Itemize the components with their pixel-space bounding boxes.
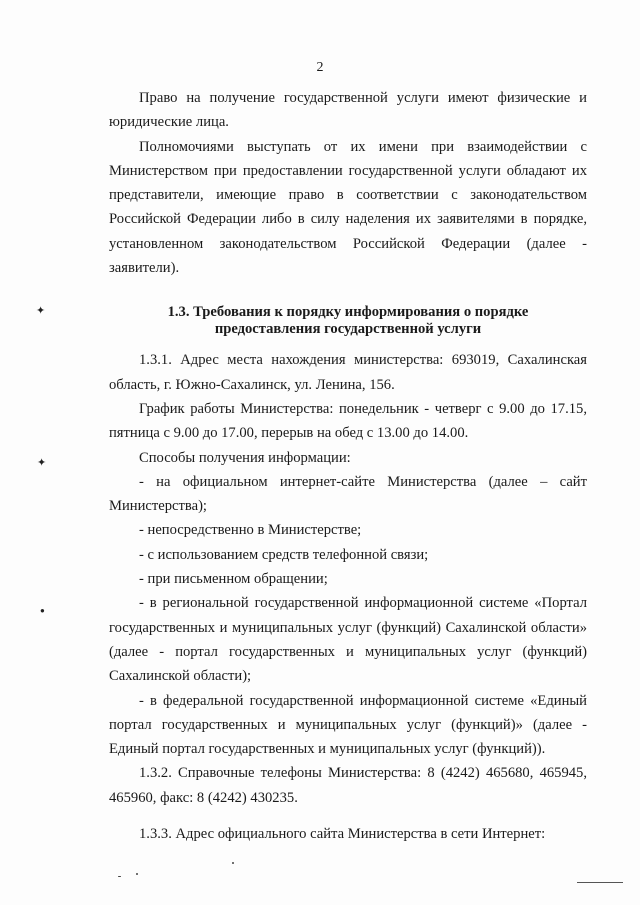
page-number: 2: [316, 60, 324, 75]
paragraph-right-holders: Право на получение государственной услуги имеют физические и юридические лица.: [109, 90, 587, 131]
margin-mark: ✦: [36, 305, 46, 317]
footer-rule: [577, 882, 623, 883]
paragraph-methods: Способы получения информации:: [139, 449, 351, 466]
section-heading-line1: 1.3. Требования к порядку информирования о порядке: [167, 304, 529, 321]
list-item: - в федеральной государственной информационной системе «Единый портал государственных и муниципальных услуг (функций)» (далее - Единый портал государственных и муниципальных услуг (функций)).: [109, 692, 587, 758]
paragraph-phones: 1.3.2. Справочные телефоны Министерства: 8 (4242) 465680, 465945, 465960, факс: 8 (4242) 430235.: [109, 765, 587, 806]
section-heading-line2: предоставления государственной услуги: [214, 321, 482, 338]
margin-mark: ✦: [37, 457, 47, 469]
list-item: - при письменном обращении;: [139, 571, 328, 588]
list-item: - на официальном интернет-сайте Министерства (далее – сайт Министерства);: [109, 473, 587, 515]
margin-mark: ●: [40, 606, 45, 615]
scan-speck: [232, 862, 234, 864]
scan-speck: [136, 873, 138, 875]
scan-speck: [118, 876, 121, 877]
document-body: [109, 86, 587, 846]
paragraph-address: 1.3.1. Адрес места нахождения министерства: 693019, Сахалинская область, г. Южно-Сахалинск, ул. Ленина, 156.: [109, 352, 587, 393]
list-item: - непосредственно в Министерстве;: [139, 522, 362, 539]
list-item: - в региональной государственной информационной системе «Портал государственных и муниципальных услуг (функций) Сахалинской области» (далее - портал государственных и муниципальных услуг (функций) Сахалинской области);: [109, 595, 587, 685]
paragraph-schedule: График работы Министерства: понедельник - четверг с 9.00 до 17.15, пятница с 9.00 до 17.00, перерыв на обед с 13.00 до 14.00.: [109, 400, 587, 442]
paragraph-representatives: Полномочиями выступать от их имени при взаимодействии с Министерством при предоставлении государственной услуги обладают их представители, имеющие право в соответствии с законодательством Российской Федерации либо в силу наделения их заявителями в порядке, установленном законодательством Российской Федерации (далее - заявители).: [109, 138, 587, 277]
section-heading: [109, 304, 587, 338]
paragraph-website: 1.3.3. Адрес официального сайта Министерства в сети Интернет:: [139, 826, 546, 843]
list-item: - с использованием средств телефонной связи;: [139, 546, 429, 563]
